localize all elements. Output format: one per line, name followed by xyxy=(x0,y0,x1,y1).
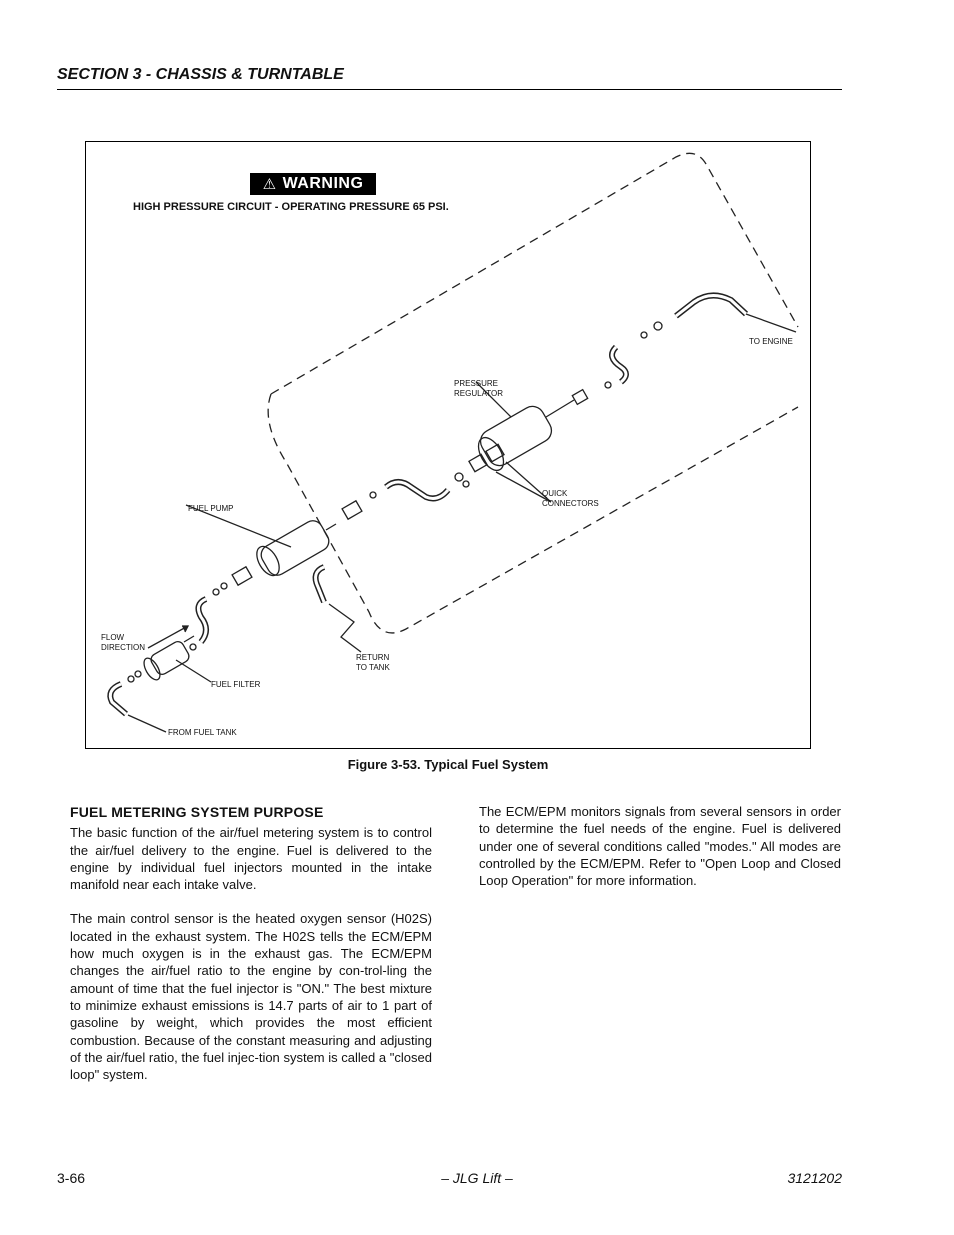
warning-badge xyxy=(250,173,376,195)
fuel-system-figure xyxy=(85,141,811,749)
callout-fuel-filter: FUEL FILTER xyxy=(211,680,261,689)
right-column xyxy=(479,803,841,906)
fuel-filter-body xyxy=(149,639,191,676)
paragraph: The basic function of the air/fuel metering system is to control the air/fuel delivery to the engine. Fuel is delivered to the engine by individual fuel injectors mounted in the intake manifold near each intake valve. xyxy=(70,825,432,893)
callout-to-engine: TO ENGINE xyxy=(749,337,793,346)
callout-return-to-tank: RETURN TO TANK xyxy=(356,653,390,672)
section-title: FUEL METERING SYSTEM PURPOSE xyxy=(70,804,324,820)
page-number: 3-66 xyxy=(57,1170,86,1186)
left-column xyxy=(70,804,432,1100)
header-rule xyxy=(57,89,842,90)
warning-triangle-icon: ⚠ xyxy=(262,176,277,193)
warning-text: HIGH PRESSURE CIRCUIT - OPERATING PRESSURE 65 PSI. xyxy=(133,201,449,213)
pressure-regulator-body xyxy=(476,402,556,470)
document-number: 3121202 xyxy=(787,1170,842,1186)
paragraph: The ECM/EPM monitors signals from several sensors in order to determine the fuel needs of the engine. Fuel is delivered under one of several conditions called "modes." All modes are controlled by the ECM/EPM. Refer to "Open Loop and Closed Loop Operation" for more information. xyxy=(479,804,841,889)
callout-flow-direction: FLOW DIRECTION xyxy=(101,633,145,652)
callout-pressure-regulator: PRESSURE REGULATOR xyxy=(454,379,504,398)
callout-quick-connectors: QUICK CONNECTORS xyxy=(542,489,599,508)
footer-brand: – JLG Lift – xyxy=(441,1170,513,1186)
warning-label: WARNING xyxy=(282,175,364,192)
callout-from-fuel-tank: FROM FUEL TANK xyxy=(168,728,237,737)
high-pressure-boundary-lower xyxy=(268,394,798,633)
section-header: SECTION 3 - CHASSIS & TURNTABLE xyxy=(57,66,344,83)
figure-caption: Figure 3-53. Typical Fuel System xyxy=(347,757,549,772)
callout-fuel-pump: FUEL PUMP xyxy=(188,504,234,513)
paragraph: The main control sensor is the heated oxygen sensor (H02S) located in the exhaust system. The H02S tells the ECM/EPM how much oxygen is in the exhaust gas. The ECM/EPM changes the air/fuel ratio to the engine by con-trol-ling the amount of time that the fuel injector is "ON." The best mixture to minimize exhaust emissions is 14.7 parts of air to 1 part of gasoline by weight, which provides the most efficient combustion. Because of the constant measuring and adjusting of the air/fuel ratio, the fuel injec-tion system is called a "closed loop" system. xyxy=(70,911,432,1083)
fuel-system-diagram xyxy=(86,142,810,748)
